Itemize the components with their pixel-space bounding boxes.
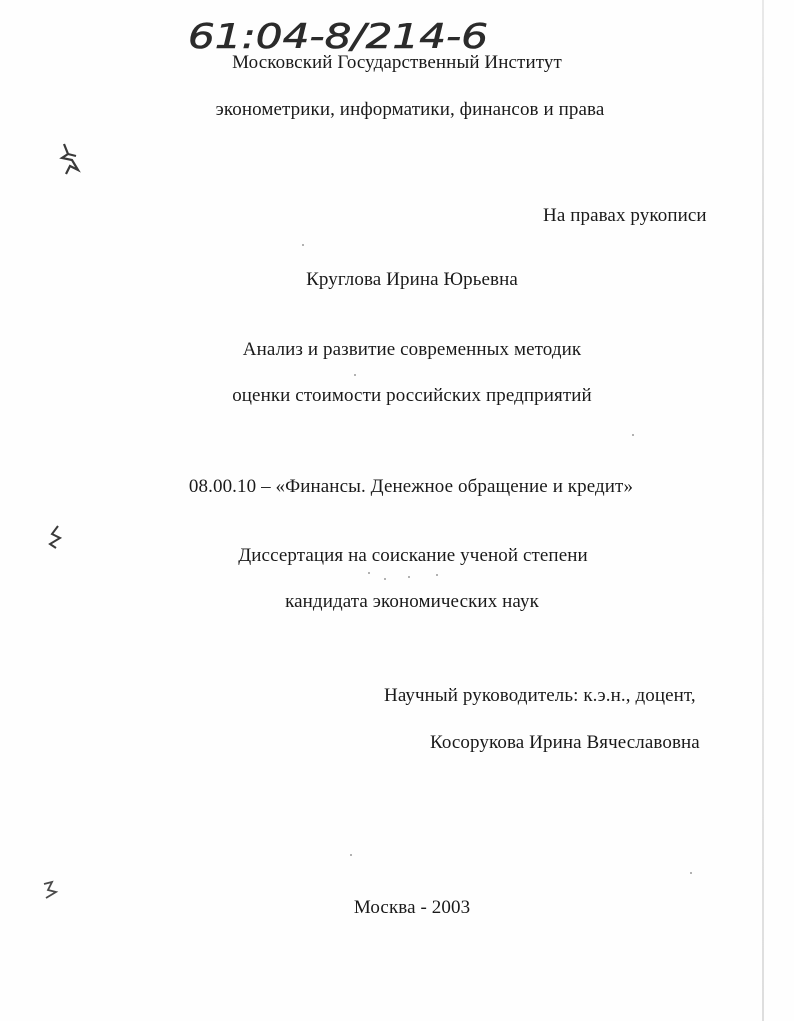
- scan-speck: [690, 872, 692, 874]
- binding-mark-top: [58, 140, 88, 180]
- dissertation-title-line-1: Анализ и развитие современных методик: [242, 339, 582, 360]
- scan-speck: [408, 576, 410, 578]
- author-name: Круглова Ирина Юрьевна: [306, 269, 518, 290]
- archive-number-text: 61:04-8/214-6: [188, 17, 488, 57]
- dissertation-title-line-2: оценки стоимости российских предприятий: [232, 385, 592, 406]
- scan-speck: [350, 854, 352, 856]
- specialty-code: 08.00.10 – «Финансы. Денежное обращение и кредит»: [188, 476, 634, 497]
- scan-speck: [436, 574, 438, 576]
- degree-line-1: Диссертация на соискание ученой степени: [238, 545, 588, 566]
- scan-edge-line: [762, 0, 764, 1021]
- city-year: Москва - 2003: [353, 897, 471, 918]
- manuscript-rights: На правах рукописи: [543, 205, 707, 226]
- institute-line-2: эконометрики, информатики, финансов и права: [215, 99, 605, 120]
- scan-speck: [632, 434, 634, 436]
- supervisor-name: Косорукова Ирина Вячеславовна: [430, 732, 700, 753]
- scan-speck: [354, 374, 356, 376]
- degree-line-2: кандидата экономических наук: [285, 591, 539, 612]
- scan-speck: [384, 578, 386, 580]
- scan-speck: [368, 572, 370, 574]
- institute-line-1: Московский Государственный Институт: [232, 52, 562, 73]
- supervisor-title: Научный руководитель: к.э.н., доцент,: [384, 685, 696, 706]
- scan-speck: [302, 244, 304, 246]
